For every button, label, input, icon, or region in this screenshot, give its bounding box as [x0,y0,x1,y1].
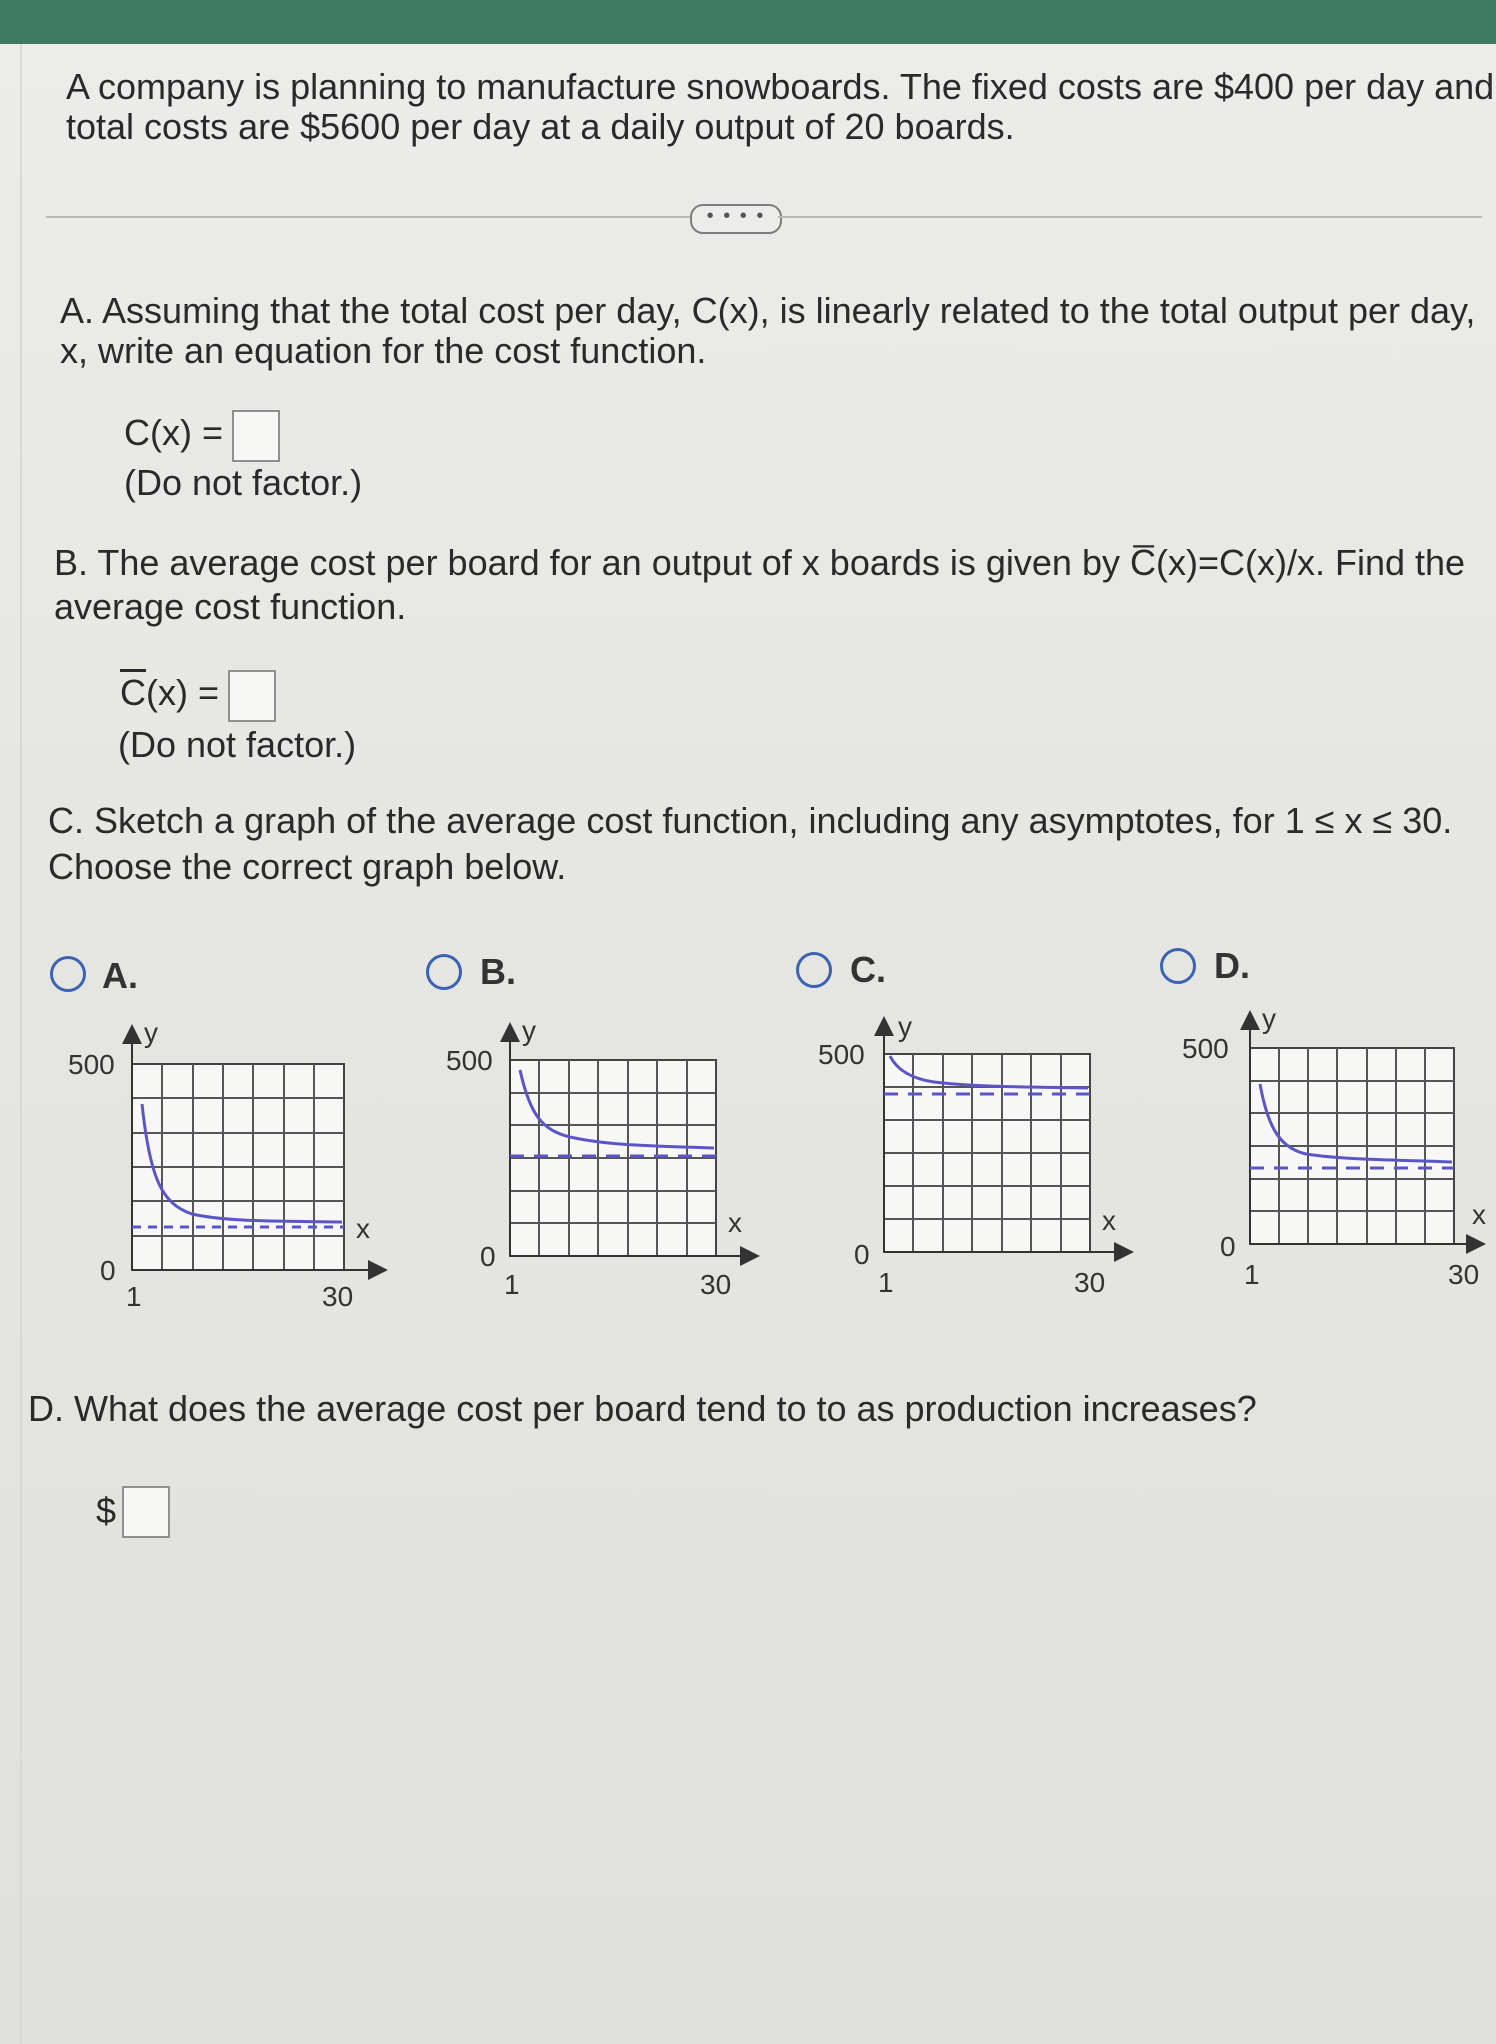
graph-b-x-label: x [728,1207,742,1238]
option-c-label[interactable]: C. [850,949,886,990]
graph-c-x-max: 30 [1074,1267,1106,1298]
graph-d-grid [1250,1048,1454,1244]
graph-a-grid [132,1064,344,1270]
part-b-prompt-line2: average cost function. [54,586,407,627]
graph-a-x-min: 1 [126,1281,142,1312]
graph-c-grid [884,1054,1090,1252]
problem-intro-line2: total costs are $5600 per day at a daily output of 20 boards. [66,106,1015,147]
graph-c[interactable] [818,1011,1130,1298]
graph-c-y-min: 0 [854,1239,870,1270]
part-a-note: (Do not factor.) [124,462,363,503]
graph-d-x-label: x [1472,1199,1486,1230]
problem-intro-line1: A company is planning to manufacture snowboards. The fixed costs are $400 per day and [66,66,1495,107]
part-c-prompt-line2: Choose the correct graph below. [48,846,567,887]
graph-a-x-max: 30 [322,1281,354,1312]
graph-a-y-label: y [144,1017,158,1048]
option-a-label[interactable]: A. [102,955,138,996]
part-c-prompt-line1: C. Sketch a graph of the average cost function, including any asymptotes, for 1 ≤ x ≤ 30. [48,800,1453,841]
graph-d-y-max: 500 [1182,1033,1229,1064]
graph-a-y-min: 0 [100,1255,116,1286]
graph-d-x-min: 1 [1244,1259,1260,1290]
graph-b-grid [510,1060,716,1256]
graph-a-y-max: 500 [68,1049,115,1080]
graph-d[interactable] [1182,1003,1486,1290]
graph-b[interactable] [446,1015,756,1300]
part-b-note: (Do not factor.) [118,724,357,765]
option-d-label[interactable]: D. [1214,945,1250,986]
part-a-prompt-line1: A. Assuming that the total cost per day, C(x), is linearly related to the total output per day, [60,290,1476,331]
more-button[interactable]: • • • • [690,204,782,234]
graph-b-y-label: y [522,1015,536,1046]
part-a-prompt-line2: x, write an equation for the cost function. [60,330,707,371]
part-b-lhs-rest: (x) = [146,672,220,713]
graph-b-x-max: 30 [700,1269,732,1300]
part-d-currency: $ [96,1490,117,1531]
graph-c-y-max: 500 [818,1039,865,1070]
graph-d-y-label: y [1262,1003,1276,1034]
part-b-lhs-c: $\overline{C}$ [120,672,146,713]
graph-b-x-min: 1 [504,1269,520,1300]
part-b-prompt-line1: B. The average cost per board for an output of x boards is given by C̅(x)=C(x)/x. Find the [54,542,1466,583]
part-d-answer-box[interactable] [122,1486,170,1538]
graph-c-x-min: 1 [878,1267,894,1298]
part-d-prompt: D. What does the average cost per board tend to to as production increases? [28,1388,1257,1429]
graph-d-x-max: 30 [1448,1259,1480,1290]
graph-a-x-label: x [356,1213,370,1244]
part-a-lhs: C(x) = [124,412,223,453]
graph-b-y-max: 500 [446,1045,493,1076]
graph-b-y-min: 0 [480,1241,496,1272]
graph-c-y-label: y [898,1011,912,1042]
graph-a[interactable] [68,1017,384,1312]
option-b-label[interactable]: B. [480,951,516,992]
graph-d-y-min: 0 [1220,1231,1236,1262]
graph-c-x-label: x [1102,1205,1116,1236]
